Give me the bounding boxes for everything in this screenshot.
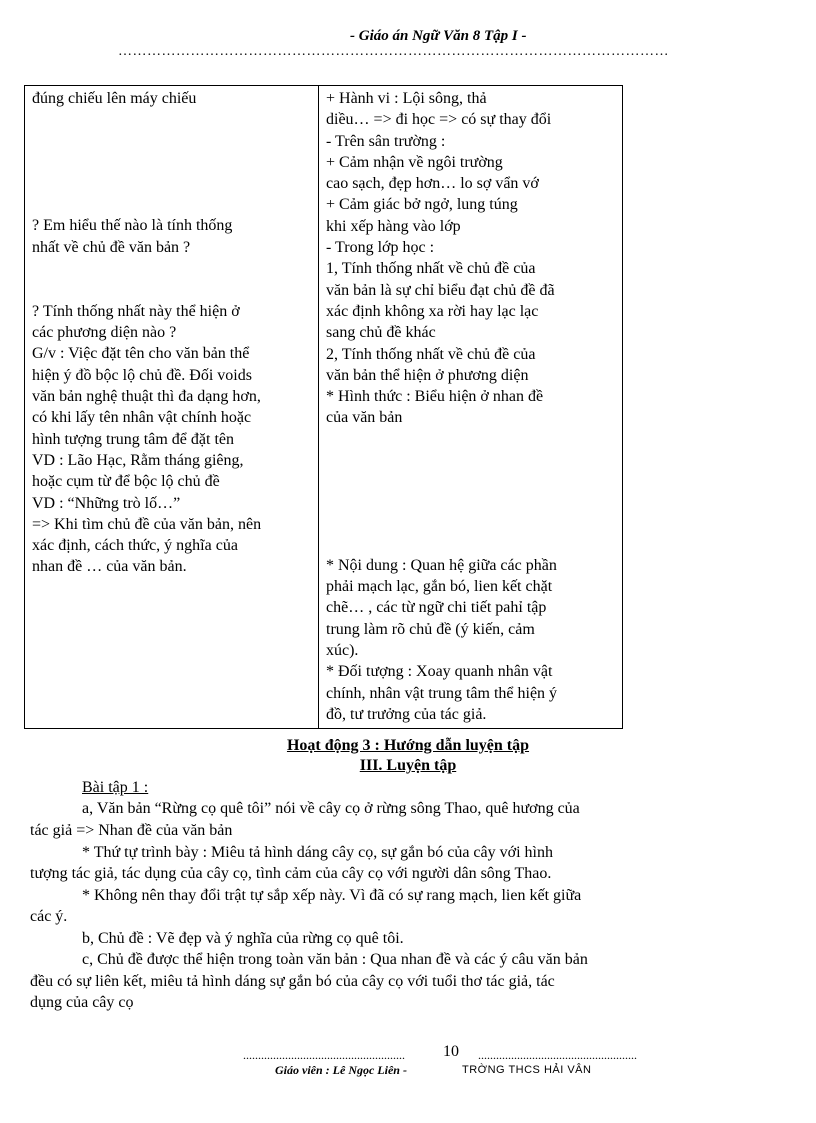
paragraph-line: các ý.: [30, 908, 68, 925]
table-row: [25, 86, 623, 729]
right-block-2: * Nội dung : Quan hệ giữa các phần phải mạch lạc, gắn bó, lien kết chặt chẽ… , các từ ngữ chi tiết pahỉ tập trung làm rõ chủ đề (ý kiến, cảm xúc). * Đối tượng : Xoay quanh nhân vật chính, nhân vật trung tâm thể hiện ý đồ, tư trưởng của tác giả.: [326, 556, 558, 723]
paragraph-line: b, Chủ đề : Vẽ đẹp và ý nghĩa của rừng cọ quê tôi.: [82, 930, 404, 947]
paragraph-line: * Không nên thay đổi trật tự sắp xếp này. Vì đã có sự rang mạch, lien kết giữa: [82, 887, 582, 904]
paragraph-line: * Thứ tự trình bày : Miêu tả hình dáng cây cọ, sự gắn bó của cây với hình: [82, 844, 553, 861]
footer-teacher: Giáo viên : Lê Ngọc Liên -: [275, 1063, 407, 1077]
left-block-3: ? Tính thống nhất này thể hiện ở các phương diện nào ? G/v : Việc đặt tên cho văn bản thể hiện ý đồ bộc lộ chủ đề. Đối voids văn bản nghệ thuật thì đa dạng hơn, có khi lấy tên nhân vật chính hoặc hình tượng trung tâm để đặt tên VD : Lão Hạc, Rằm tháng giêng, hoặc cụm từ để bộc lộ chủ đề VD : “Những trò lố…” => Khi tìm chủ đề của văn bản, nên xác định, cách thức, ý nghĩa của nhan đề … của văn bản.: [32, 302, 262, 576]
left-block-2: ? Em hiểu thế nào là tính thống nhất về chủ đề văn bản ?: [32, 217, 233, 256]
paragraph-line: c, Chủ đề được thể hiện trong toàn văn bản : Qua nhan đề và các ý câu văn bản: [82, 951, 588, 968]
header-dotted-rule: ……………………………………………………………………………………………………: [118, 44, 669, 59]
lesson-table: [24, 85, 623, 729]
paragraph-line: a, Văn bản “Rừng cọ quê tôi” nói về cây cọ ở rừng sông Thao, quê hương của: [82, 800, 580, 817]
exercise-label: Bài tập 1 :: [82, 779, 149, 796]
footer-dots-right: .....................................................: [478, 1048, 637, 1062]
content-column: [319, 86, 623, 729]
section-heading: III. Luyện tập: [359, 757, 457, 774]
activity-heading: Hoạt động 3 : Hướng dẫn luyện tập: [286, 737, 530, 754]
teacher-activity-column: [25, 86, 319, 729]
right-block-1: + Hành vi : Lội sông, thả diều… => đi học => có sự thay đổi - Trên sân trường : + Cảm nhận về ngôi trường cao sạch, đẹp hơn… lo sợ vẩn vớ + Cảm giác bở ngở, lung túng khi xếp hàng vào lớp - Trong lớp học : 1, Tính thống nhất về chủ đề của văn bản là sự chỉ biểu đạt chủ đề đã xác định không xa rời hay lạc lạc sang chủ đề khác 2, Tính thống nhất về chủ đề của văn bản thể hiện ở phương diện * Hình thức : Biểu hiện ở nhan đề của văn bản: [326, 90, 555, 427]
page-number: 10: [443, 1043, 459, 1060]
footer-school: TRỜNG THCS HẢI VÂN: [462, 1064, 592, 1076]
footer-dots-left: ......................................................: [243, 1048, 405, 1062]
paragraph-line: đều có sự liên kết, miêu tả hình dáng sự gắn bó của cây cọ với tuổi thơ tác giả, tác: [30, 973, 555, 990]
paragraph-line: tác giả => Nhan đề của văn bản: [30, 822, 233, 839]
page-header-title: - Giáo án Ngữ Văn 8 Tập I -: [350, 28, 527, 44]
paragraph-line: tượng tác giả, tác dụng của cây cọ, tình cảm của cây cọ với người dân sông Thao.: [30, 865, 552, 882]
paragraph-line: dụng của cây cọ: [30, 994, 134, 1011]
left-block-1: đúng chiếu lên máy chiếu: [32, 90, 197, 107]
